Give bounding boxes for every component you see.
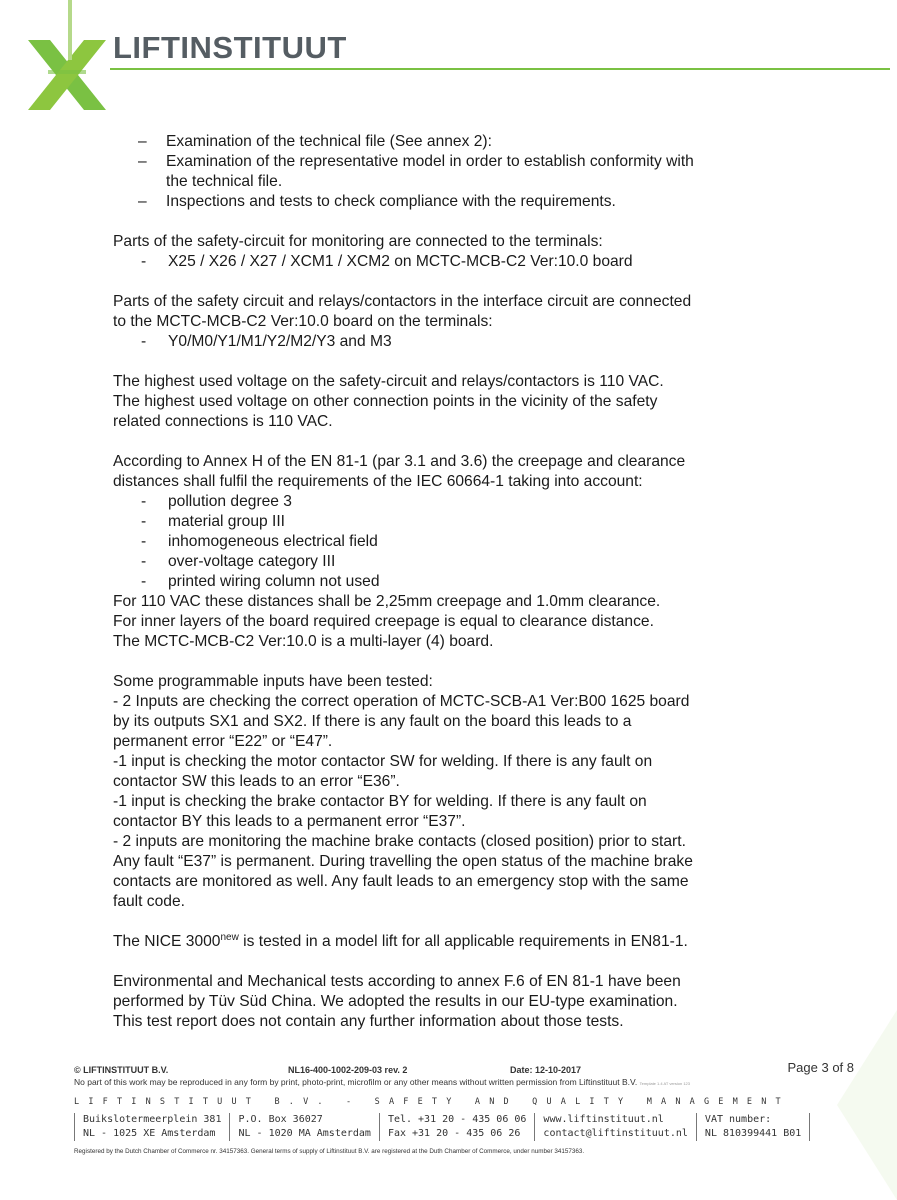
template-code: Template 1.4 AT version 123: [639, 1081, 690, 1086]
intro-list: [113, 132, 803, 212]
list-item: - pollution degree 3: [141, 493, 292, 510]
footer-address: Buikslotermeerplein 381 NL - 1025 XE Amsterdam: [74, 1113, 229, 1141]
footer-phone: Tel. +31 20 - 435 06 06 Fax +31 20 - 435 06 26: [379, 1113, 534, 1141]
footer-notice: No part of this work may be reproduced in any form by print, photo-print, microfilm or any other means without written permission from Liftinstituut B.V. Template 1.4 AT version 123: [74, 1077, 690, 1087]
list-item-continuation: the technical file.: [166, 173, 283, 190]
paragraph-creepage: According to Annex H of the EN 81-1 (par 3.1 and 3.6) the creepage and clearance distances shall fulfil the requirements of the IEC 60664-1 taking into account: - pollution degree 3 - material group III - inhomogeneous electrical field - over-voltage category III - printed wiring column not used For 110 VAC these distances shall be 2,25mm creepage and 1.0mm clearance. For inner layers of the board required creepage is equal to clearance distance. The MCTC-MCB-C2 Ver:10.0 is a multi-layer (4) board.: [113, 452, 803, 652]
paragraph-programmable-inputs: Some programmable inputs have been tested: - 2 Inputs are checking the correct operation of MCTC-SCB-A1 Ver:B00 1625 board by its outputs SX1 and SX2. If there is any fault on the board this leads to a permanent error “E22” or “E47”. -1 input is checking the motor contactor SW for welding. If there is any fault on contactor SW this leads to an error “E36”. -1 input is checking the brake contactor BY for welding. If there is any fault on contactor BY this leads to a permanent error “E37”. - 2 inputs are monitoring the machine brake contacts (closed position) prior to start. Any fault “E37” is permanent. During travelling the open status of the machine brake contacts are monitored as well. Any fault leads to an emergency stop with the same fault code.: [113, 673, 693, 910]
header-divider: [110, 68, 890, 70]
footer-doc-ref: NL16-400-1002-209-03 rev. 2: [288, 1065, 408, 1075]
paragraph-interface-circuit: Parts of the safety circuit and relays/contactors in the interface circuit are connected to the MCTC-MCB-C2 Ver:10.0 board on the terminals: - Y0/M0/Y1/M1/Y2/M2/Y3 and M3: [113, 292, 803, 352]
paragraph-voltage: The highest used voltage on the safety-circuit and relays/contactors is 110 VAC. The highest used voltage on other connection points in the vicinity of the safety related connections is 110 VAC.: [113, 373, 664, 430]
list-item: - over-voltage category III: [141, 553, 336, 570]
list-item: - inhomogeneous electrical field: [141, 533, 378, 550]
page-footer: [74, 1060, 854, 1155]
liftinstituut-logo-icon: [28, 0, 106, 110]
paragraph-environmental-tests: Environmental and Mechanical tests according to annex F.6 of EN 81-1 have been performed by Tüv Süd China. We adopted the results in our EU-type examination. This test report does not contain any further information about those tests.: [113, 973, 681, 1030]
list-item: - printed wiring column not used: [141, 573, 380, 590]
paragraph-safety-circuit: Parts of the safety-circuit for monitoring are connected to the terminals: - X25 / X26 / X27 / XCM1 / XCM2 on MCTC-MCB-C2 Ver:10.0 board: [113, 232, 803, 272]
list-item: – Examination of the technical file (See annex 2):: [138, 133, 492, 150]
footer-tagline: LIFTINSTITUUT B.V. - SAFETY AND QUALITY MANAGEMENT: [74, 1097, 790, 1107]
page-number: Page 3 of 8: [787, 1060, 854, 1075]
list-item: – Inspections and tests to check compliance with the requirements.: [138, 193, 616, 210]
footer-date: Date: 12-10-2017: [510, 1065, 582, 1075]
document-body: [113, 132, 803, 1052]
footer-po-box: P.O. Box 36027 NL - 1020 MA Amsterdam: [229, 1113, 378, 1141]
list-item: - material group III: [141, 513, 286, 530]
logo-wordmark: LIFTINSTITUUT: [113, 30, 347, 65]
green-chevron-decoration-icon: [837, 1010, 897, 1200]
footer-registration: Registered by the Dutch Chamber of Commerce nr. 34157363. General terms of supply of Liftinstituut B.V. are registered at the Duth Chamber of Commerce, under number 34157363.: [74, 1148, 585, 1155]
footer-vat: VAT number: NL 810399441 B01: [696, 1113, 810, 1141]
list-item: – Examination of the representative model in order to establish conformity with: [138, 153, 694, 170]
footer-web: www.liftinstituut.nl contact@liftinstituut.nl: [534, 1113, 696, 1141]
footer-copyright: © LIFTINSTITUUT B.V.: [74, 1065, 169, 1075]
list-item: - X25 / X26 / X27 / XCM1 / XCM2 on MCTC-MCB-C2 Ver:10.0 board: [141, 253, 633, 270]
paragraph-nice3000: The NICE $3000^{new}$ is tested in a model lift for all applicable requirements in EN81-1.: [113, 931, 688, 950]
list-item: - Y0/M0/Y1/M1/Y2/M2/Y3 and M3: [141, 333, 392, 350]
footer-contacts: [74, 1113, 854, 1141]
